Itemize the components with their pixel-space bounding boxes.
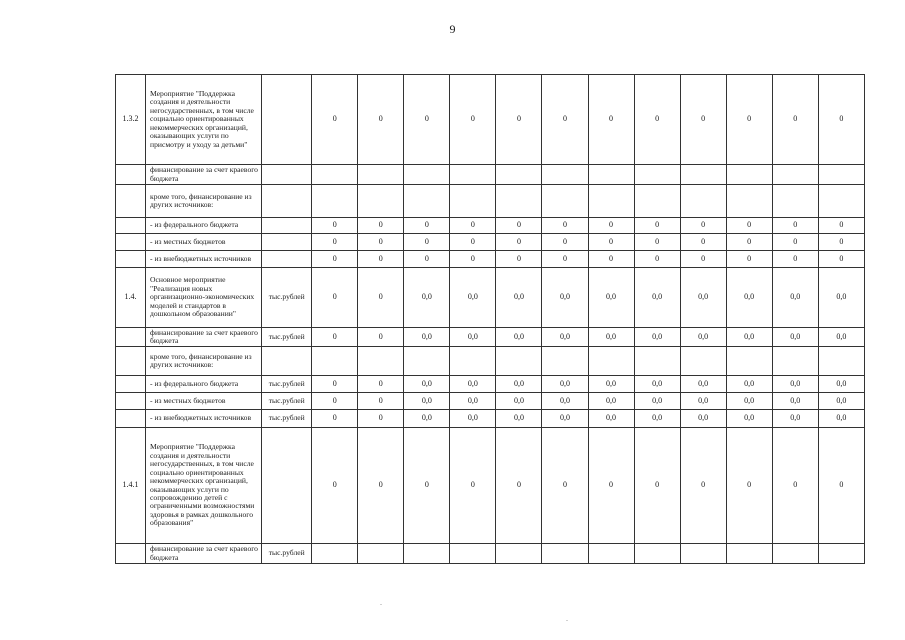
value-cell: 0 — [818, 218, 864, 234]
value-cell: 0,0 — [772, 410, 818, 428]
value-cell: 0,0 — [726, 410, 772, 428]
table-row — [116, 347, 865, 376]
row-unit-cell: тыс.рублей — [262, 328, 312, 347]
value-cell: 0 — [450, 218, 496, 234]
value-cell: 0,0 — [772, 393, 818, 410]
value-cell: 0,0 — [450, 328, 496, 347]
budget-table — [115, 74, 865, 564]
value-cell — [680, 185, 726, 218]
value-cell — [450, 544, 496, 564]
value-cell — [496, 544, 542, 564]
row-name-cell: - из федерального бюджета — [146, 218, 262, 234]
value-cell: 0 — [680, 75, 726, 165]
value-cell: 0 — [772, 234, 818, 251]
value-cell: 0,0 — [542, 393, 588, 410]
row-code-cell — [116, 544, 146, 564]
value-cell: 0,0 — [818, 376, 864, 393]
value-cell: 0 — [312, 393, 358, 410]
value-cell — [496, 347, 542, 376]
value-cell — [634, 544, 680, 564]
value-cell: 0 — [588, 428, 634, 544]
value-cell — [358, 165, 404, 185]
value-cell: 0 — [818, 75, 864, 165]
value-cell: 0 — [496, 218, 542, 234]
table-row — [116, 544, 865, 564]
row-unit-cell — [262, 165, 312, 185]
row-unit-cell — [262, 234, 312, 251]
value-cell — [312, 544, 358, 564]
value-cell: 0,0 — [726, 393, 772, 410]
value-cell: 0,0 — [404, 268, 450, 328]
value-cell: 0 — [542, 234, 588, 251]
value-cell: 0,0 — [818, 328, 864, 347]
value-cell: 0,0 — [496, 328, 542, 347]
row-code-cell — [116, 347, 146, 376]
value-cell: 0 — [680, 251, 726, 268]
row-unit-cell: тыс.рублей — [262, 544, 312, 564]
value-cell — [358, 185, 404, 218]
row-unit-cell: тыс.рублей — [262, 410, 312, 428]
value-cell — [450, 347, 496, 376]
row-unit-cell — [262, 347, 312, 376]
value-cell: 0 — [542, 428, 588, 544]
row-code-cell — [116, 251, 146, 268]
value-cell: 0 — [634, 218, 680, 234]
value-cell: 0,0 — [496, 268, 542, 328]
value-cell: 0 — [358, 393, 404, 410]
scan-speck: . — [380, 598, 382, 607]
value-cell — [588, 165, 634, 185]
row-name-cell: финансирование за счет краевого бюджета — [146, 328, 262, 347]
value-cell: 0,0 — [404, 393, 450, 410]
value-cell: 0 — [312, 218, 358, 234]
value-cell — [542, 185, 588, 218]
row-code-cell — [116, 410, 146, 428]
value-cell: 0 — [588, 251, 634, 268]
value-cell — [496, 185, 542, 218]
row-unit-cell: тыс.рублей — [262, 393, 312, 410]
value-cell: 0 — [450, 251, 496, 268]
value-cell: 0 — [496, 251, 542, 268]
row-name-cell: - из местных бюджетов — [146, 393, 262, 410]
value-cell — [772, 347, 818, 376]
value-cell: 0 — [680, 218, 726, 234]
value-cell: 0 — [358, 376, 404, 393]
row-name-cell: Мероприятие "Поддержка создания и деятельности негосударственных, в том числе социально ориентированных некоммерческих организаций, оказывающих услуги по присмотру и уходу за детьми" — [146, 75, 262, 165]
value-cell — [542, 165, 588, 185]
value-cell — [404, 347, 450, 376]
value-cell: 0 — [818, 234, 864, 251]
value-cell: 0,0 — [818, 410, 864, 428]
value-cell: 0 — [542, 75, 588, 165]
value-cell — [818, 185, 864, 218]
table-row — [116, 428, 865, 544]
row-code-cell — [116, 376, 146, 393]
value-cell: 0 — [634, 428, 680, 544]
value-cell: 0 — [726, 251, 772, 268]
scan-speck: . — [566, 614, 568, 623]
row-code-cell: 1.4.1 — [116, 428, 146, 544]
value-cell — [772, 185, 818, 218]
row-name-cell: Основное мероприятие "Реализация новых организационно-экономических моделей и стандартов в дошкольном образовании" — [146, 268, 262, 328]
row-code-cell — [116, 328, 146, 347]
value-cell: 0 — [358, 218, 404, 234]
value-cell: 0 — [450, 75, 496, 165]
value-cell — [358, 347, 404, 376]
value-cell — [680, 544, 726, 564]
value-cell: 0 — [634, 234, 680, 251]
value-cell: 0 — [634, 251, 680, 268]
value-cell: 0 — [450, 234, 496, 251]
value-cell — [496, 165, 542, 185]
value-cell: 0 — [726, 218, 772, 234]
value-cell: 0 — [772, 428, 818, 544]
row-code-cell — [116, 165, 146, 185]
value-cell: 0,0 — [818, 268, 864, 328]
value-cell — [726, 347, 772, 376]
value-cell — [634, 165, 680, 185]
value-cell: 0,0 — [588, 410, 634, 428]
value-cell: 0 — [404, 75, 450, 165]
value-cell: 0 — [496, 428, 542, 544]
value-cell: 0 — [404, 428, 450, 544]
value-cell: 0 — [726, 75, 772, 165]
value-cell: 0,0 — [542, 328, 588, 347]
value-cell: 0 — [312, 428, 358, 544]
table-row — [116, 268, 865, 328]
value-cell: 0,0 — [450, 376, 496, 393]
value-cell: 0 — [680, 234, 726, 251]
value-cell: 0,0 — [634, 376, 680, 393]
row-name-cell: финансирование за счет краевого бюджета — [146, 165, 262, 185]
value-cell: 0,0 — [680, 393, 726, 410]
row-unit-cell: тыс.рублей — [262, 268, 312, 328]
value-cell: 0,0 — [680, 268, 726, 328]
value-cell: 0 — [634, 75, 680, 165]
value-cell: 0,0 — [404, 376, 450, 393]
row-code-cell: 1.3.2 — [116, 75, 146, 165]
value-cell: 0 — [542, 251, 588, 268]
value-cell: 0 — [588, 234, 634, 251]
value-cell — [312, 347, 358, 376]
value-cell — [726, 185, 772, 218]
value-cell: 0,0 — [542, 268, 588, 328]
value-cell: 0,0 — [588, 268, 634, 328]
value-cell: 0,0 — [680, 328, 726, 347]
value-cell: 0 — [358, 410, 404, 428]
table-row — [116, 75, 865, 165]
value-cell: 0 — [312, 75, 358, 165]
value-cell: 0,0 — [404, 328, 450, 347]
value-cell: 0 — [818, 251, 864, 268]
row-code-cell — [116, 234, 146, 251]
row-name-cell: - из местных бюджетов — [146, 234, 262, 251]
value-cell: 0 — [312, 376, 358, 393]
value-cell — [680, 165, 726, 185]
value-cell: 0 — [772, 75, 818, 165]
value-cell — [772, 165, 818, 185]
value-cell — [818, 544, 864, 564]
value-cell: 0,0 — [772, 376, 818, 393]
value-cell — [450, 165, 496, 185]
value-cell: 0,0 — [450, 268, 496, 328]
row-name-cell: - из внебюджетных источников — [146, 410, 262, 428]
value-cell — [634, 185, 680, 218]
value-cell: 0,0 — [496, 410, 542, 428]
table-row — [116, 376, 865, 393]
row-name-cell: кроме того, финансирование из других источников: — [146, 347, 262, 376]
value-cell: 0,0 — [634, 410, 680, 428]
value-cell — [542, 544, 588, 564]
value-cell — [450, 185, 496, 218]
value-cell — [588, 544, 634, 564]
value-cell: 0,0 — [726, 376, 772, 393]
value-cell: 0,0 — [542, 376, 588, 393]
value-cell: 0 — [358, 75, 404, 165]
value-cell: 0,0 — [680, 410, 726, 428]
value-cell — [726, 165, 772, 185]
value-cell: 0,0 — [772, 268, 818, 328]
row-code-cell — [116, 393, 146, 410]
row-unit-cell — [262, 428, 312, 544]
value-cell: 0,0 — [450, 410, 496, 428]
value-cell: 0,0 — [634, 268, 680, 328]
value-cell: 0 — [772, 218, 818, 234]
value-cell: 0,0 — [496, 393, 542, 410]
value-cell: 0 — [588, 75, 634, 165]
value-cell: 0 — [312, 410, 358, 428]
value-cell: 0 — [680, 428, 726, 544]
row-name-cell: финансирование за счет краевого бюджета — [146, 544, 262, 564]
value-cell — [772, 544, 818, 564]
value-cell: 0 — [818, 428, 864, 544]
value-cell — [634, 347, 680, 376]
value-cell: 0,0 — [496, 376, 542, 393]
table-row — [116, 185, 865, 218]
value-cell — [404, 185, 450, 218]
row-unit-cell: тыс.рублей — [262, 376, 312, 393]
value-cell: 0 — [312, 251, 358, 268]
page-number: 9 — [449, 22, 456, 36]
row-unit-cell — [262, 75, 312, 165]
value-cell — [818, 347, 864, 376]
value-cell: 0 — [404, 234, 450, 251]
row-name-cell: - из федерального бюджета — [146, 376, 262, 393]
value-cell — [358, 544, 404, 564]
value-cell: 0,0 — [726, 328, 772, 347]
row-code-cell — [116, 218, 146, 234]
value-cell: 0 — [358, 428, 404, 544]
value-cell — [404, 165, 450, 185]
value-cell: 0,0 — [404, 410, 450, 428]
row-name-cell: кроме того, финансирование из других источников: — [146, 185, 262, 218]
value-cell: 0 — [588, 218, 634, 234]
row-name-cell: - из внебюджетных источников — [146, 251, 262, 268]
value-cell: 0,0 — [588, 376, 634, 393]
value-cell: 0 — [772, 251, 818, 268]
value-cell: 0,0 — [772, 328, 818, 347]
value-cell: 0,0 — [634, 393, 680, 410]
row-unit-cell — [262, 185, 312, 218]
value-cell — [312, 165, 358, 185]
value-cell — [726, 544, 772, 564]
value-cell: 0,0 — [726, 268, 772, 328]
value-cell — [818, 165, 864, 185]
table-row — [116, 218, 865, 234]
row-unit-cell — [262, 218, 312, 234]
value-cell: 0 — [726, 428, 772, 544]
table-row — [116, 251, 865, 268]
value-cell: 0,0 — [680, 376, 726, 393]
value-cell: 0 — [726, 234, 772, 251]
value-cell — [588, 347, 634, 376]
row-code-cell: 1.4. — [116, 268, 146, 328]
value-cell: 0 — [542, 218, 588, 234]
value-cell — [588, 185, 634, 218]
value-cell: 0,0 — [588, 393, 634, 410]
table-row — [116, 165, 865, 185]
row-name-cell: Мероприятие "Поддержка создания и деятельности негосударственных, в том числе социально ориентированных некоммерческих организаций, оказывающих услуги по сопровождению детей с ограниченными возможностями здоровья в рамках дошкольного образования" — [146, 428, 262, 544]
table-row — [116, 410, 865, 428]
value-cell: 0 — [312, 328, 358, 347]
value-cell: 0 — [496, 75, 542, 165]
table-row — [116, 393, 865, 410]
value-cell: 0,0 — [542, 410, 588, 428]
value-cell — [680, 347, 726, 376]
value-cell: 0,0 — [450, 393, 496, 410]
value-cell: 0 — [312, 234, 358, 251]
row-code-cell — [116, 185, 146, 218]
value-cell: 0 — [450, 428, 496, 544]
value-cell: 0 — [496, 234, 542, 251]
value-cell: 0 — [404, 218, 450, 234]
value-cell: 0,0 — [588, 328, 634, 347]
value-cell: 0,0 — [634, 328, 680, 347]
value-cell — [404, 544, 450, 564]
value-cell: 0 — [358, 251, 404, 268]
row-unit-cell — [262, 251, 312, 268]
value-cell — [312, 185, 358, 218]
value-cell: 0 — [358, 234, 404, 251]
value-cell: 0 — [404, 251, 450, 268]
value-cell: 0 — [358, 328, 404, 347]
value-cell: 0 — [358, 268, 404, 328]
value-cell: 0,0 — [818, 393, 864, 410]
table-row — [116, 234, 865, 251]
value-cell: 0 — [312, 268, 358, 328]
value-cell — [542, 347, 588, 376]
table-row — [116, 328, 865, 347]
